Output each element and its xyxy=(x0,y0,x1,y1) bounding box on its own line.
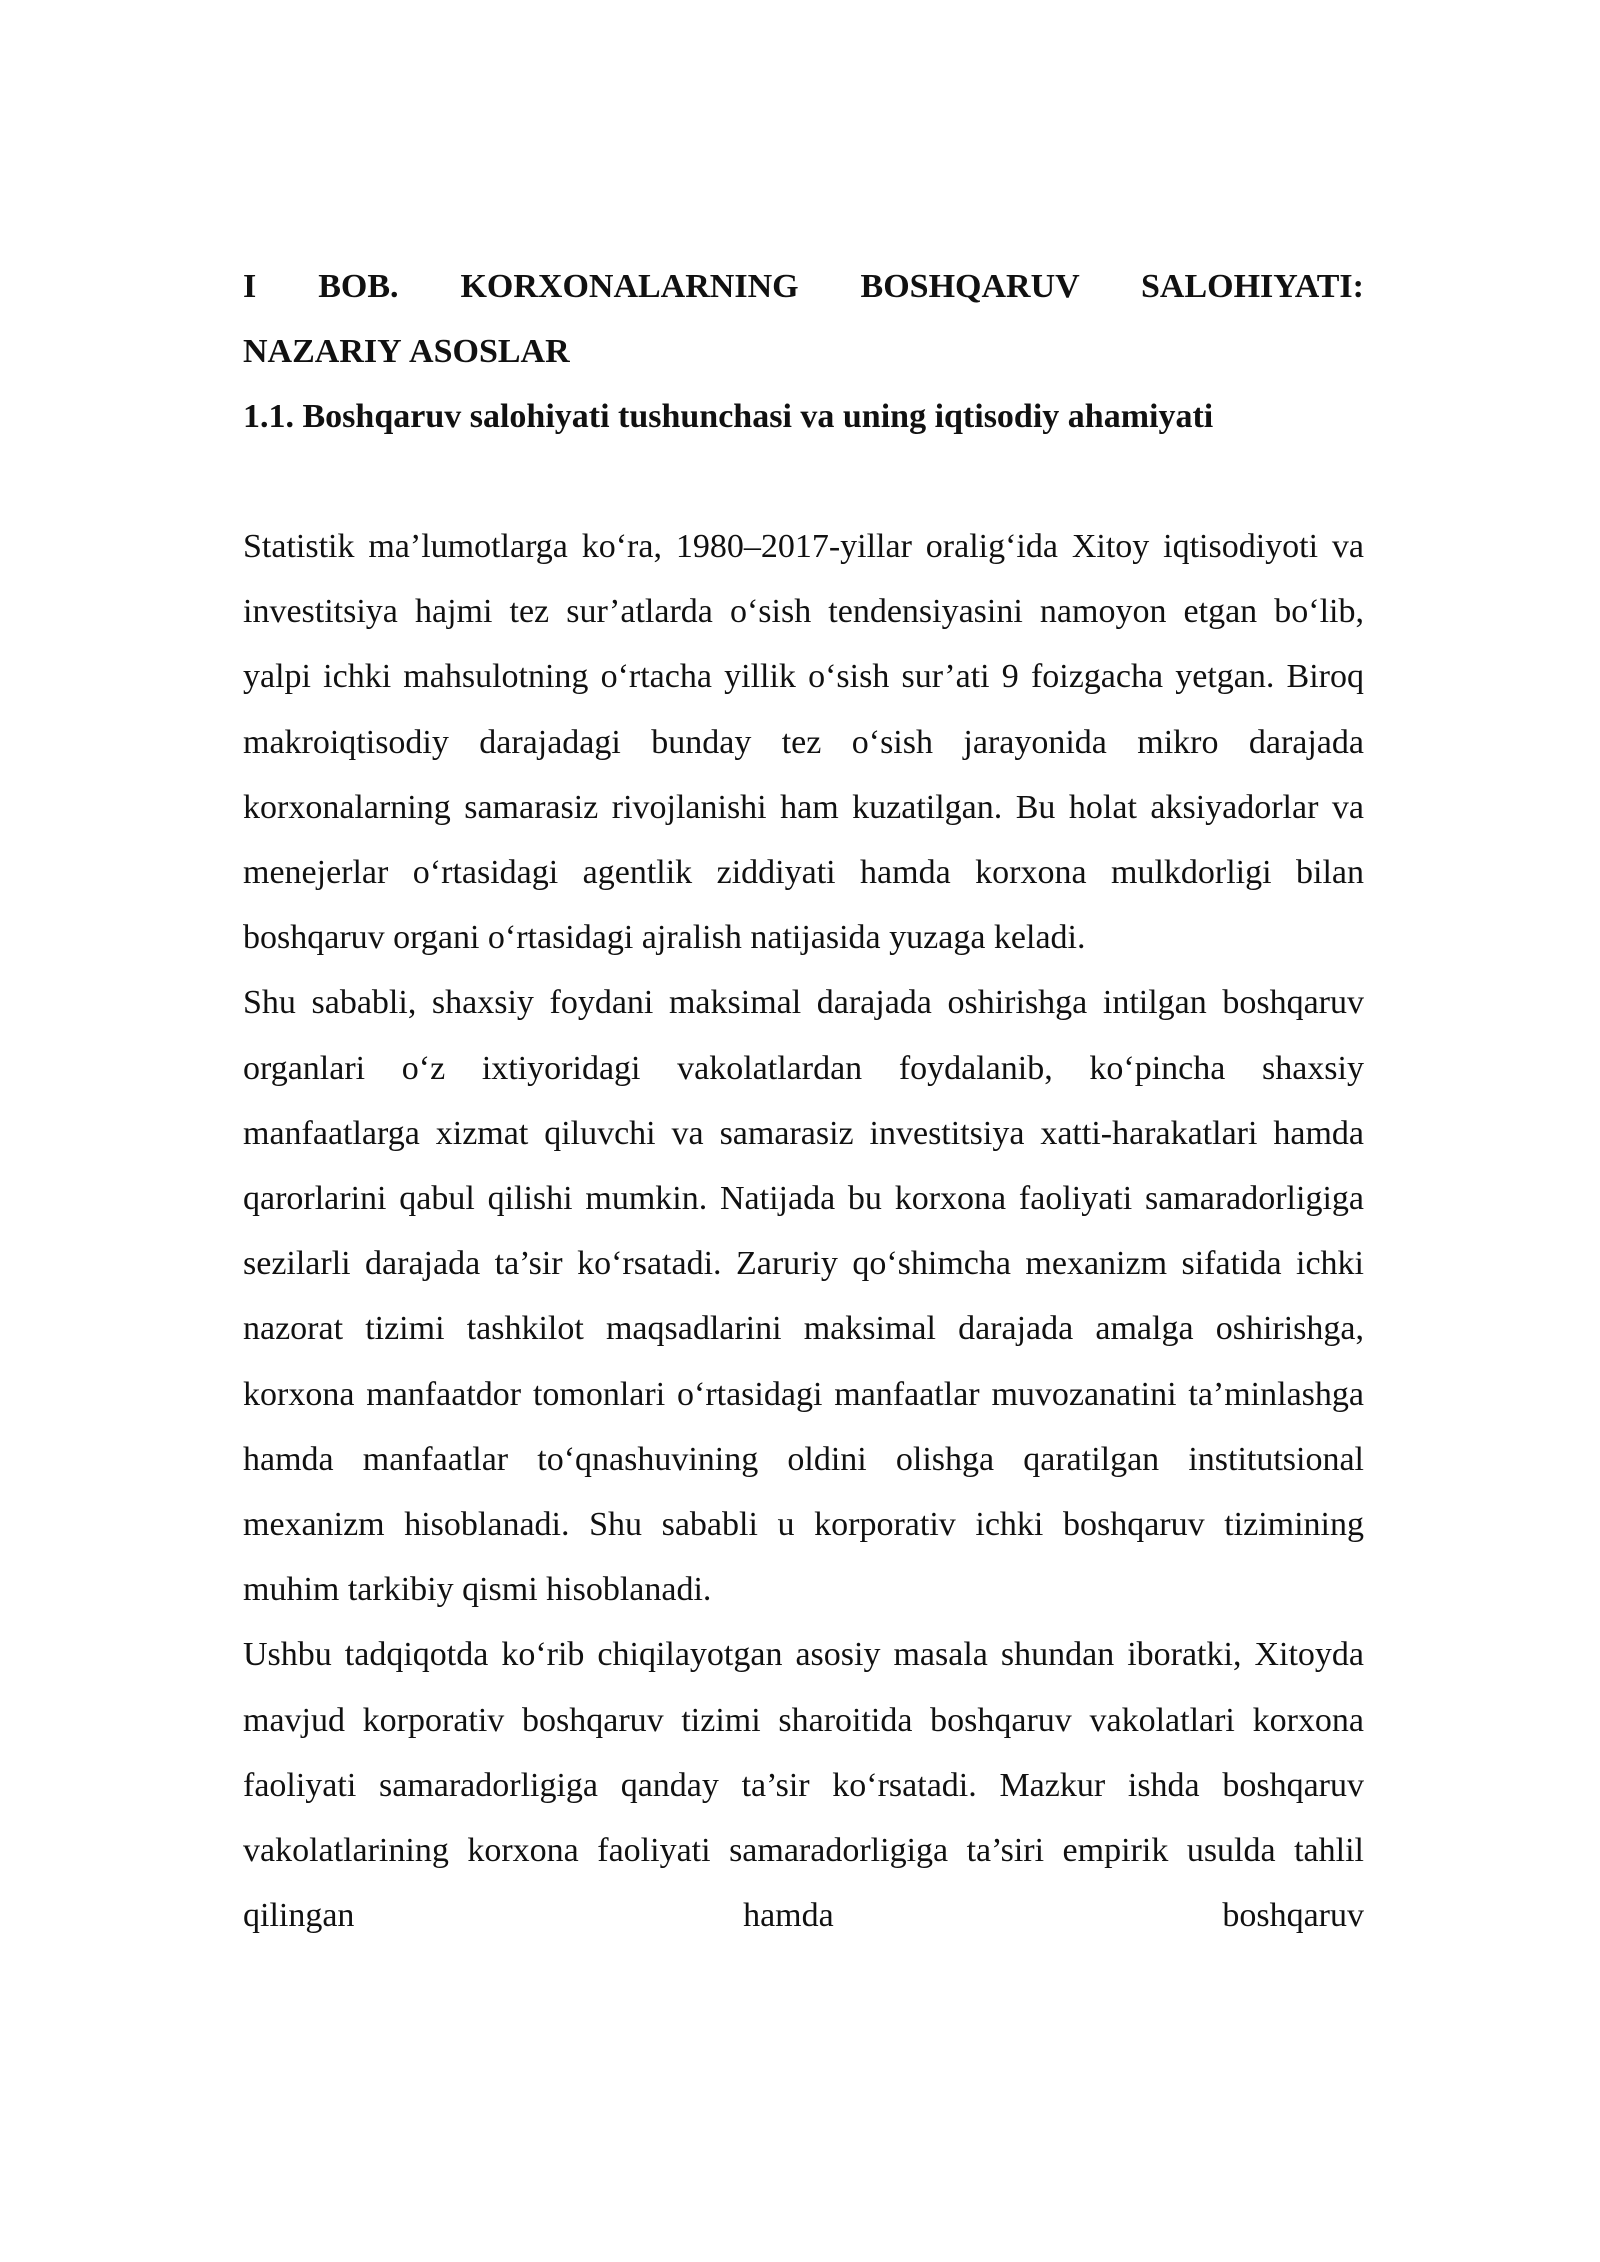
section-title: 1.1. Boshqaruv salohiyati tushunchasi va uning iqtisodiy ahamiyati xyxy=(243,398,1214,435)
chapter-title-line-2: NAZARIY ASOSLAR xyxy=(243,333,570,370)
document-page xyxy=(243,254,1364,1948)
chapter-title-line-1: I BOB. KORXONALARNING BOSHQARUV SALOHIYATI: xyxy=(243,268,1364,305)
chapter-title xyxy=(243,254,1364,384)
paragraph-1: Statistik ma’lumotlarga ko‘ra, 1980–2017-yillar oralig‘ida Xitoy iqtisodiyoti va investitsiya hajmi tez sur’atlarda o‘sish tendensiyasini namoyon etgan bo‘lib, yalpi ichki mahsulotning o‘rtacha yillik o‘sish sur’ati 9 foizgacha yetgan. Biroq makroiqtisodiy darajadagi bunday tez o‘sish jarayonida mikro darajada korxonalarning samarasiz rivojlanishi ham kuzatilgan. Bu holat aksiyadorlar va menejerlar o‘rtasidagi agentlik ziddiyati hamda korxona mulkdorligi bilan boshqaruv organi o‘rtasidagi ajralish natijasida yuzaga keladi. xyxy=(243,528,1364,957)
paragraph-3: Ushbu tadqiqotda ko‘rib chiqilayotgan asosiy masala shundan iboratki, Xitoyda mavjud korporativ boshqaruv tizimi sharoitida boshqaruv vakolatlari korxona faoliyati samaradorligiga qanday ta’sir ko‘rsatadi. Mazkur ishda boshqaruv vakolatlarining korxona faoliyati samaradorligiga ta’siri empirik usulda tahlil qilingan hamda boshqaruv xyxy=(243,1636,1364,1935)
paragraph-2: Shu sababli, shaxsiy foydani maksimal darajada oshirishga intilgan boshqaruv organlari o‘z ixtiyoridagi vakolatlardan foydalanib, ko‘pincha shaxsiy manfaatlarga xizmat qiluvchi va samarasiz investitsiya xatti-harakatlari hamda qarorlarini qabul qilishi mumkin. Natijada bu korxona faoliyati samaradorligiga sezilarli darajada ta’sir ko‘rsatadi. Zaruriy qo‘shimcha mexanizm sifatida ichki nazorat tizimi tashkilot maqsadlarini maksimal darajada amalga oshirishga, korxona manfaatdor tomonlari o‘rtasidagi manfaatlar muvozanatini ta’minlashga hamda manfaatlar to‘qnashuvining oldini olishga qaratilgan institutsional mexanizm hisoblanadi. Shu sababli u korporativ ichki boshqaruv tizimining muhim tarkibiy qismi hisoblanadi. xyxy=(243,984,1364,1609)
